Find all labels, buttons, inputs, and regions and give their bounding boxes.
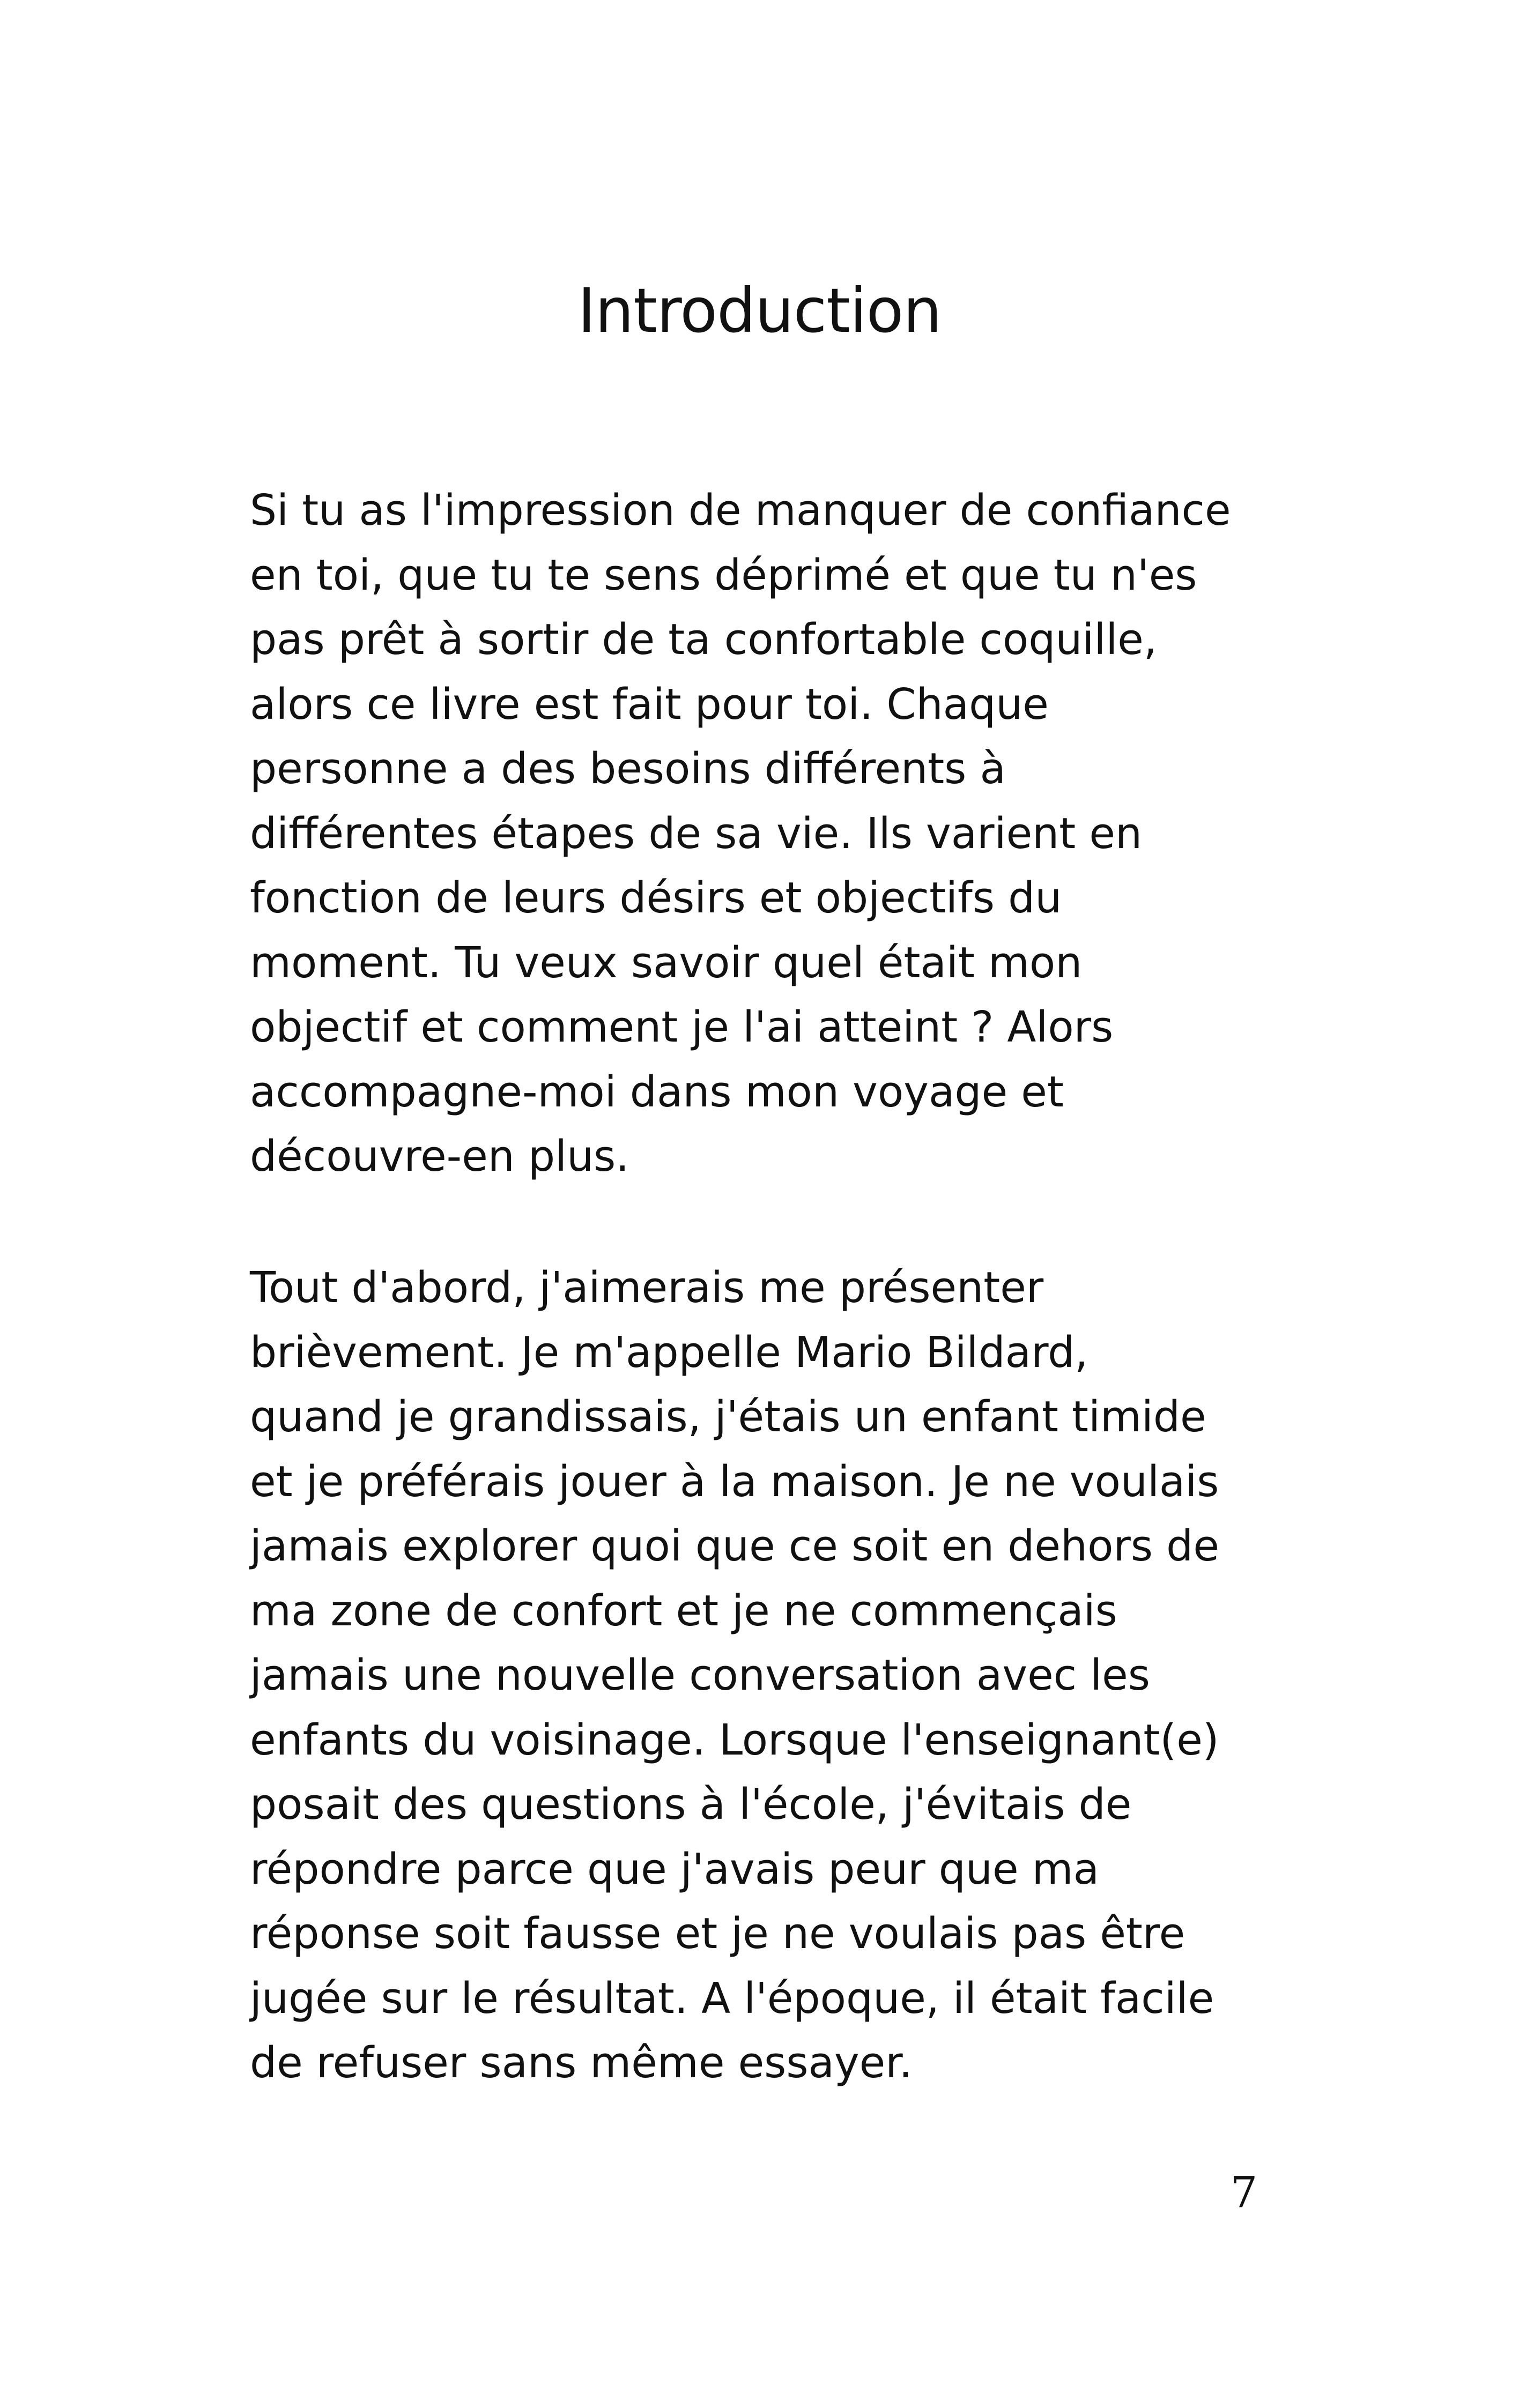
text-line: objectif et comment je l'ai atteint ? Alors <box>250 1002 1114 1052</box>
text-line: alors ce livre est fait pour toi. Chaque <box>250 679 1049 729</box>
text-line: pas prêt à sortir de ta confortable coquille, <box>250 615 1157 664</box>
text-line: brièvement. Je m'appelle Mario Bildard, <box>250 1327 1088 1377</box>
text-line: découvre-en plus. <box>250 1132 629 1181</box>
text-line: accompagne-moi dans mon voyage et <box>250 1067 1064 1117</box>
paragraph-2 <box>250 1255 1322 2095</box>
text-line: de refuser sans même essayer. <box>250 2038 913 2087</box>
text-line: jugée sur le résultat. A l'époque, il était facile <box>250 1973 1214 2023</box>
page-number: 7 <box>1230 2167 1258 2217</box>
text-line: jamais explorer quoi que ce soit en dehors de <box>250 1521 1219 1571</box>
text-line: différentes étapes de sa vie. Ils varient en <box>250 808 1143 858</box>
paragraph-1 <box>250 478 1322 1189</box>
text-line: posait des questions à l'école, j'évitais de <box>250 1780 1132 1829</box>
text-line: jamais une nouvelle conversation avec les <box>250 1651 1150 1700</box>
chapter-title: Introduction <box>577 275 942 346</box>
text-line: ma zone de confort et je ne commençais <box>250 1586 1117 1636</box>
text-line: Si tu as l'impression de manquer de confiance <box>250 486 1231 535</box>
text-line: Tout d'abord, j'aimerais me présenter <box>250 1263 1044 1312</box>
text-line: quand je grandissais, j'étais un enfant timide <box>250 1392 1206 1441</box>
text-line: personne a des besoins différents à <box>250 744 1006 793</box>
text-line: fonction de leurs désirs et objectifs du <box>250 873 1062 923</box>
text-line: enfants du voisinage. Lorsque l'enseignant(e) <box>250 1715 1219 1765</box>
text-line: moment. Tu veux savoir quel était mon <box>250 938 1083 987</box>
text-line: en toi, que tu te sens déprimé et que tu n'es <box>250 550 1197 600</box>
text-line: et je préférais jouer à la maison. Je ne voulais <box>250 1456 1219 1506</box>
text-line: répondre parce que j'avais peur que ma <box>250 1844 1100 1894</box>
text-line: réponse soit fausse et je ne voulais pas être <box>250 1909 1185 1958</box>
